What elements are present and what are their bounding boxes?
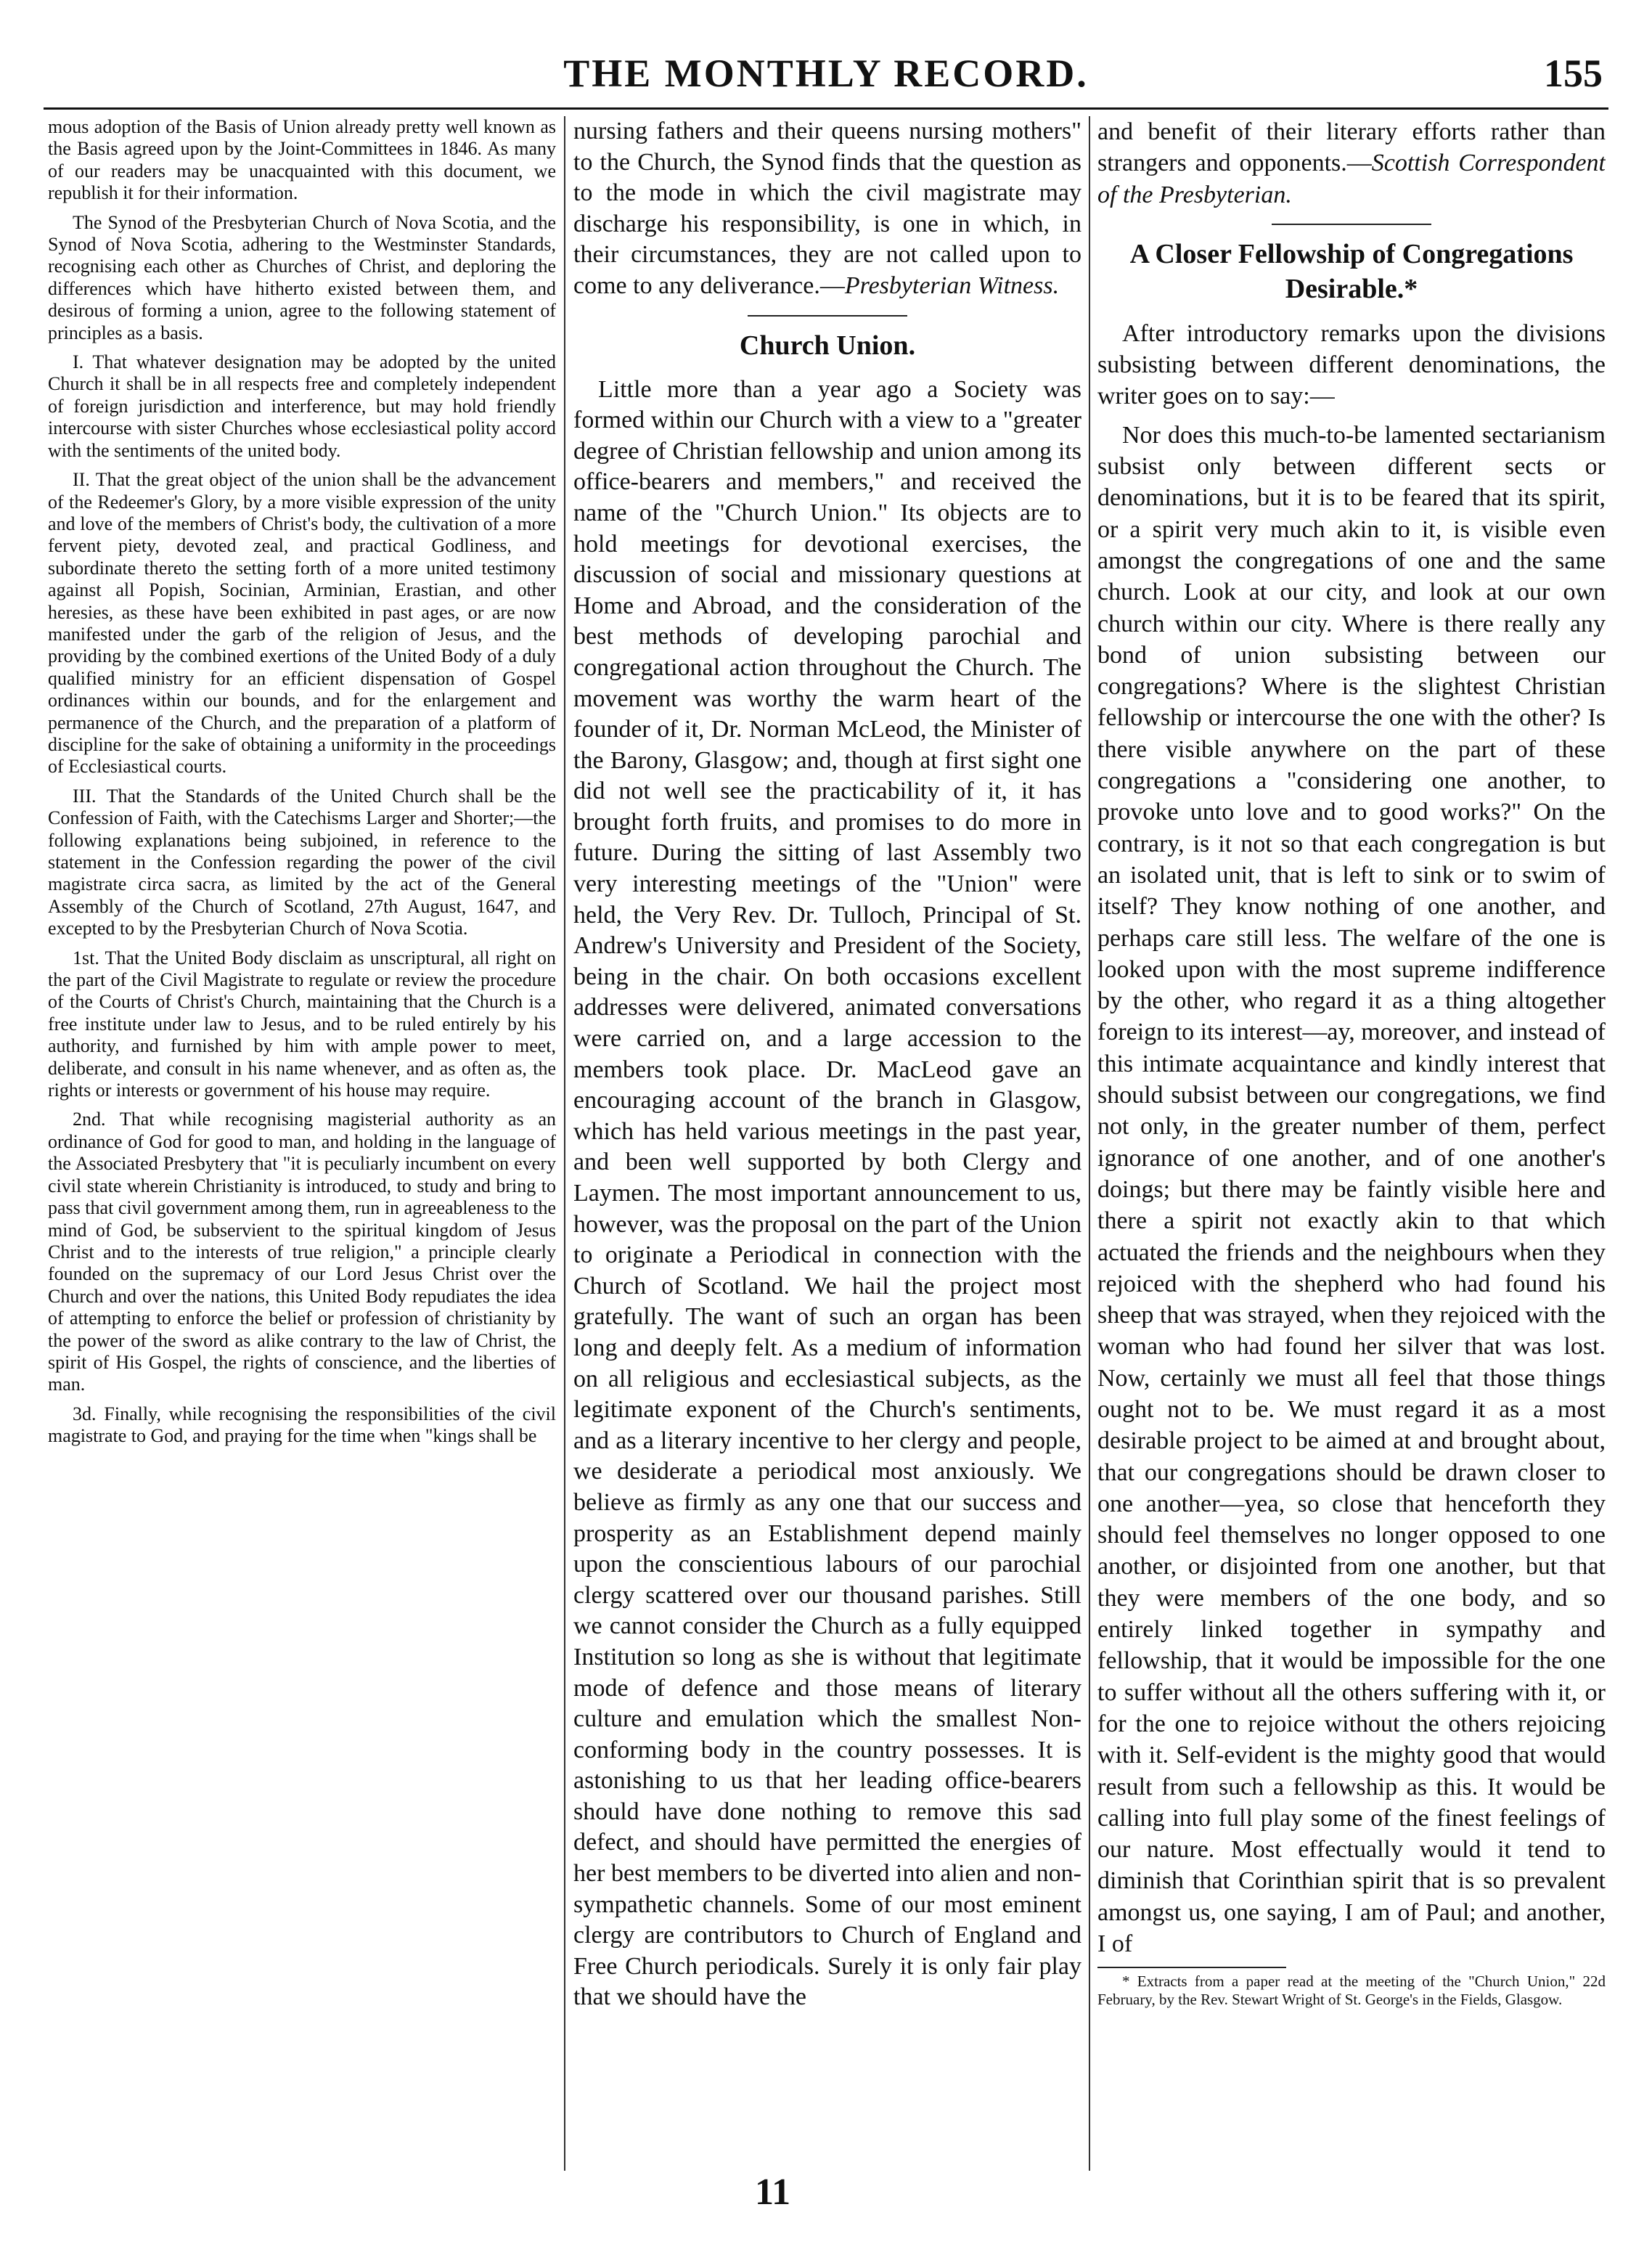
source-credit: Presbyterian Witness. xyxy=(844,272,1060,299)
col3-paragraph: Nor does this much-to-be lamented sectarianism subsist only between different sects or denominations, but it is to be feared that its spirit, or a spirit very much akin to it, is visible even amongst the congregations of one and the same church. Look at our city, and look at our own church within our city. Where is there really any bond of union subsisting between our congregations? Where is the slightest Christian fellowship or intercourse the one with the other? Is there visible anywhere on the part of these congregations a "considering one another, to provoke unto love and to good works?" On the contrary, is it not so that each congregation is but an isolated unit, that is left to sink or to swim of itself? They know nothing of one another, and perhaps care still less. The welfare of the one is looked upon with the most supreme indifference by the other, who regard it as a thing altogether foreign to its interest—ay, moreover, and instead of this intimate acquaintance and kindly interest that should subsist between our congregations, we find not only, in the greater number of them, perfect ignorance of one another, and of one another's doings; but there may be faintly visible here and there a spirit not exactly akin to that which actuated the friends and the neighbours when they rejoiced with the shepherd who had found his sheep that was strayed, when they rejoiced with the woman who had found her silver that was lost. Now, certainly we must all feel that those things ought not to be. We must regard it as a most desirable project to be aimed at and brought about, that our congregations should be drawn closer to one another—yea, so close that henceforth they should feel themselves no longer opposed to one another, or disjointed from one another, but that they were members of the one body, and so entirely linked together in sympathy and fellowship, that it would be impossible for the one to suffer without all the others suffering with it, or for the one to rejoice without the others rejoicing with it. Self-evident is the mighty good that would result from such a fellowship as this. It would be calling into full play some of the finest feelings of our nature. Most effectually would it tend to diminish that Corinthian spirit that is so prevalent amongst us, one saying, I am of Paul; and another, I of xyxy=(1097,421,1606,1958)
col2-paragraph: Little more than a year ago a Society was formed within our Church with a view to a "greater degree of Christian fellowship and union among its office-bearers and members," and received the name of the "Church Union." Its objects are to hold meetings for devotional exercises, the discussion of social and missionary questions at Home and Abroad, and the consideration of the best methods of developing parochial and congregational action throughout the Church. The movement was worthy the warm heart of the founder of it, Dr. Norman McLeod, the Minister of the Barony, Glasgow; and, though at first sight one did not well see the practicability of it, it has brought forth fruits, and promises to do more in future. During the sitting of last Assembly two very interesting meetings of the "Union" were held, the Very Rev. Dr. Tulloch, Principal of St. Andrew's University and President of the Society, being in the chair. On both occasions excellent addresses were delivered, animated conversations were carried on, and a large accession to the members took place. Dr. MacLeod gave an encouraging account of the branch in Glasgow, which has held various meetings in the past year, and been well supported by both Clergy and Laymen. The most important announcement to us, however, was the proposal on the part of the Union to originate a Periodical in connection with the Church of Scotland. We hail the project most gratefully. The want of such an organ has been long and deeply felt. As a medium of information on all religious and ecclesiastical subjects, as the legitimate exponent of the Church's sentiments, and as a literary incentive to her clergy and people, we desiderate a periodical most anxiously. We believe as firmly as any one that our success and prosperity as an Establishment depend mainly upon the conscientious labours of our parochial clergy scattered over our thousand parishes. Still we cannot consider the Church as a fully equipped Institution so long as she is without that legitimate mode of defence and those means of literary culture and emulation which the smallest Non-conforming body in the country possesses. It is astonishing to us that her leading office-bearers should have done nothing to remove this sad defect, and should have permitted the energies of her best members to be diverted into alien and non-sympathetic channels. Some of our most eminent clergy are contributors to Church of England and Free Church periodicals. Surely it is only fair play that we should have the xyxy=(573,375,1081,2011)
col1-paragraph: 1st. That the United Body disclaim as unscriptural, all right on the part of the Civil Magistrate to regulate or review the procedure of the Courts of Christ's Church, maintaining that the Church is a free institute under law to Jesus, and to be ruled entirely by his authority, and furnished by him with ample power to meet, deliberate, and consult in his name whenever, and as often as, the rights or interests or government of his house may require. xyxy=(48,947,556,1101)
section-rule xyxy=(748,315,907,317)
column-one xyxy=(48,116,556,2171)
col1-paragraph: III. That the Standards of the United Church shall be the Confession of Faith, with the Catechisms Larger and Shorter;—the following explanations being subjoined, in reference to the statement in the Confession regarding the power of the civil magistrate circa sacra, as limited by the act of the General Assembly of the Church of Scotland, 27th August, 1647, and excepted to by the Presbyterian Church of Nova Scotia. xyxy=(48,785,556,939)
col1-paragraph: 2nd. That while recognising magisterial authority as an ordinance of God for good to man, and holding in the language of the Associated Presbytery that "it is peculiarly incumbent on every civil state wherein Christianity is introduced, to study and bring to pass that civil government among them, run in agreeableness to the mind of God, be subservient to the spiritual kingdom of Jesus Christ and to the interests of true religion," a principle clearly founded on the supremacy of our Lord Jesus Christ over the Church and over the nations, this United Body repudiates the idea of attempting to enforce the belief or profession of christianity by the power of the sword as alike contrary to the law of Christ, the spirit of His Gospel, the rights of conscience, and the liberties of man. xyxy=(48,1109,556,1395)
article-heading: A Closer Fellowship of Congregations Desirable.* xyxy=(1129,238,1574,304)
column-two xyxy=(573,116,1081,2171)
running-head xyxy=(44,42,1608,110)
footnote-rule xyxy=(1097,1967,1286,1968)
col1-paragraph: The Synod of the Presbyterian Church of Nova Scotia, and the Synod of Nova Scotia, adhering to the Westminster Standards, recognising each other as Churches of Christ, and deploring the differences which have hitherto existed between them, and desirous of forming a union, agree to the following statement of principles as a basis. xyxy=(48,211,556,343)
col3-paragraph xyxy=(1097,116,1606,211)
col3-paragraph: After introductory remarks upon the divisions subsisting between different denominations, the writer goes on to say:— xyxy=(1097,319,1606,410)
col2-paragraph-text: nursing fathers and their queens nursing mothers" to the Church, the Synod finds that the question as to the mode in which the civil magistrate may discharge his responsibility, is one in which, in their circumstances, they are not called upon to come to any deliverance.— xyxy=(573,118,1081,299)
column-divider-right xyxy=(1089,116,1090,2171)
column-divider-left xyxy=(564,116,565,2171)
footnote: * Extracts from a paper read at the meeting of the "Church Union," 22d February, by the Rev. Stewart Wright of St. George's in the Fields, Glasgow. xyxy=(1097,1973,1606,2009)
col2-paragraph xyxy=(573,116,1081,302)
col1-paragraph: mous adoption of the Basis of Union already pretty well known as the Basis agreed upon by the Joint-Committees in 1846. As many of our readers may be unacquainted with this document, we republish it for their information. xyxy=(48,116,556,204)
signature-mark: 11 xyxy=(755,2171,791,2213)
source-credit: Scottish Correspondent of the Presbyterian. xyxy=(1097,150,1606,208)
col3-paragraph-text: and benefit of their literary efforts rather than strangers and opponents.— xyxy=(1097,118,1606,177)
page-number: 155 xyxy=(1544,52,1603,95)
col1-paragraph: II. That the great object of the union shall be the advancement of the Redeemer's Glory, by a more visible expression of the unity and love of the members of Christ's body, the cultivation of a more fervent piety, devoted zeal, and practical Godliness, and subordinate thereto the setting forth of a more united testimony against all Popish, Socinian, Arminian, Erastian, and other heresies, as these have been exhibited in past ages, or are now manifested under the garb of the religion of Jesus, and the providing by the combined exertions of the United Body of a duly qualified ministry for an efficient dispensation of Gospel ordinances within our bounds, and for the enlargement and permanence of the Church, and the preparation of a platform of discipline for the sake of obtaining a uniformity in the proceedings of Ecclesiastical courts. xyxy=(48,469,556,778)
article-heading: Church Union. xyxy=(739,330,916,361)
col1-paragraph: 3d. Finally, while recognising the responsibilities of the civil magistrate to God, and praying for the time when "kings shall be xyxy=(48,1403,556,1447)
section-rule xyxy=(1272,224,1431,225)
running-title: THE MONTHLY RECORD. xyxy=(563,52,1089,95)
col1-paragraph: I. That whatever designation may be adopted by the united Church it shall be in all respects free and completely independent of foreign jurisdiction and interference, but may hold friendly intercourse with sister Churches whose ecclesiastical polity accord with the sentiments of the united body. xyxy=(48,351,556,461)
column-three xyxy=(1097,116,1606,2171)
